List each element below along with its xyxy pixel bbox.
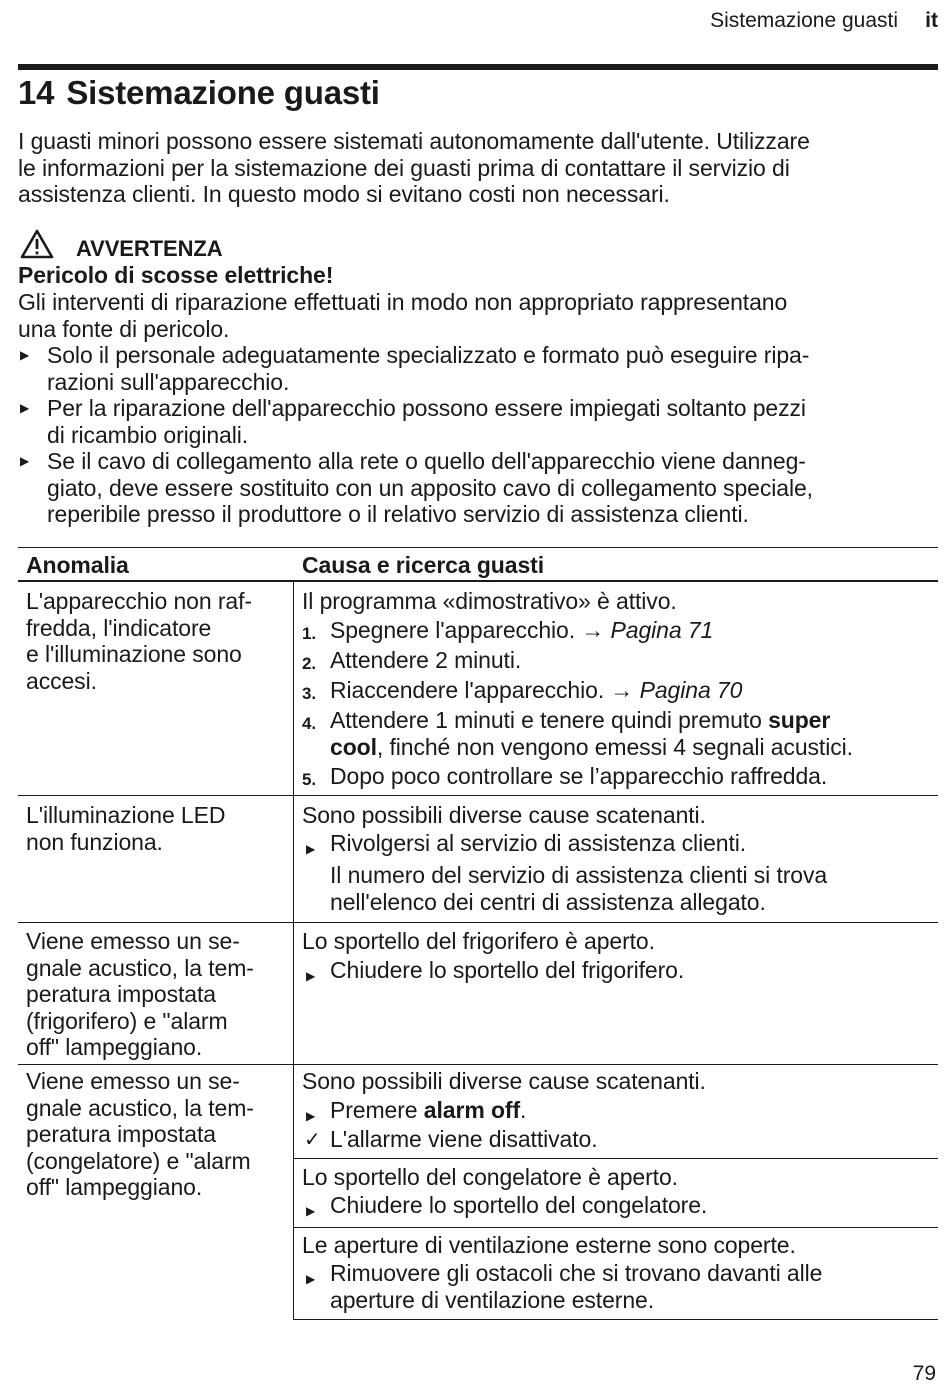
row-divider — [18, 1064, 938, 1065]
note — [302, 862, 827, 915]
bullet-line: giato, deve essere sostituito con un apposito cavo di collegamento speciale, — [47, 474, 813, 501]
anomaly-line: Viene emesso un se- — [26, 928, 240, 954]
action-text: Chiudere lo sportello del frigorifero. — [330, 957, 685, 983]
step-item — [302, 707, 853, 760]
anomaly-cell — [26, 928, 254, 1061]
page-link[interactable]: Pagina 70 — [639, 677, 743, 703]
anomaly-line: gnale acustico, la tem- — [26, 954, 254, 981]
action-text: Chiudere lo sportello del congelatore. — [330, 1192, 708, 1218]
note-line: Il numero del servizio di assistenza clienti si trova — [330, 862, 828, 888]
action-text: Premere — [330, 1097, 424, 1123]
cause-cell — [302, 928, 938, 983]
bullet-arrow-icon: ▶ — [306, 969, 316, 983]
step-number: 1. — [302, 624, 316, 643]
bullet-line: reperibile presso il produttore o il relativo servizio di assistenza clienti. — [47, 501, 749, 527]
row-divider — [18, 795, 938, 796]
bullet-line: di ricambio originali. — [47, 421, 249, 448]
cause-cell — [302, 1068, 938, 1152]
link-arrow-icon: → — [581, 617, 605, 643]
cause-text: Sono possibili diverse cause scatenanti. — [302, 1068, 706, 1094]
step-number: 3. — [302, 684, 316, 703]
cause-cell — [302, 1232, 938, 1313]
bullet-line: Se il cavo di collegamento alla rete o quello dell'apparecchio viene danneg- — [47, 448, 806, 474]
action-text: Rivolgersi al servizio di assistenza clienti. — [330, 830, 747, 856]
note-line: nell'elenco dei centri di assistenza allegato. — [330, 888, 766, 915]
warning-body-line: Gli interventi di riparazione effettuati in modo non appropriato rappresentano — [18, 289, 788, 315]
cause-text: Lo sportello del frigorifero è aperto. — [302, 928, 655, 954]
bullet-arrow-icon: ▶ — [306, 1109, 316, 1123]
anomaly-line: Viene emesso un se- — [26, 1068, 240, 1094]
anomaly-line: gnale acustico, la tem- — [26, 1094, 254, 1121]
table-header-rule — [18, 580, 938, 582]
section-number: 14 — [18, 74, 55, 111]
section-title: Sistemazione guasti — [66, 74, 380, 111]
row-divider — [18, 922, 938, 923]
result-text: L'allarme viene disattivato. — [330, 1126, 598, 1152]
anomaly-cell — [26, 588, 252, 694]
bullet-line: Solo il personale adeguatamente specializzato e formato può eseguire ripa- — [47, 342, 810, 368]
action-item — [302, 1192, 707, 1219]
anomaly-cell — [26, 1068, 254, 1201]
warning-bullet — [18, 448, 938, 528]
step-number: 4. — [302, 714, 316, 733]
anomaly-line: peratura impostata — [26, 1121, 216, 1147]
intro-line: assistenza clienti. In questo modo si evitano costi non necessari. — [18, 181, 670, 207]
step-text: Attendere 1 minuti e tenere quindi premuto — [330, 707, 769, 733]
warning-body-line: una fonte di pericolo. — [18, 315, 230, 342]
warning-bullet — [18, 342, 938, 395]
header-rule — [18, 64, 938, 70]
cause-text: Il programma «dimostrativo» è attivo. — [302, 588, 677, 614]
anomaly-line: L'apparecchio non raf- — [26, 588, 252, 614]
anomaly-line: non funziona. — [26, 828, 163, 855]
running-header-language: it — [925, 9, 938, 32]
step-text: Attendere 2 minuti. — [330, 647, 522, 673]
anomaly-line: L'illuminazione LED — [26, 802, 226, 828]
anomaly-line: accesi. — [26, 667, 97, 694]
action-text: . — [520, 1097, 527, 1123]
cause-text: Le aperture di ventilazione esterne sono coperte. — [302, 1232, 796, 1258]
checkmark-icon: ✓ — [304, 1129, 321, 1151]
sub-row-divider — [294, 1227, 938, 1228]
action-item — [302, 957, 684, 984]
section-heading — [18, 74, 380, 112]
cause-cell — [302, 588, 938, 789]
table-top-rule — [18, 547, 938, 548]
button-name: alarm off — [423, 1097, 521, 1123]
bullet-arrow-icon: ▶ — [20, 348, 30, 362]
page-link[interactable]: Pagina 71 — [610, 617, 714, 643]
bullet-arrow-icon: ▶ — [306, 1272, 316, 1286]
step-number: 5. — [302, 770, 316, 789]
page-number: 79 — [912, 1362, 936, 1385]
action-line: Rimuovere gli ostacoli che si trovano davanti alle — [330, 1260, 823, 1286]
cause-text: Lo sportello del congelatore è aperto. — [302, 1164, 678, 1190]
step-text: Spegnere l'apparecchio. — [330, 617, 576, 643]
button-name: super — [768, 707, 831, 733]
anomaly-line: (congelatore) e "alarm — [26, 1147, 251, 1174]
link-arrow-icon: → — [610, 677, 634, 703]
step-text: Dopo poco controllare se l’apparecchio raffredda. — [330, 763, 828, 789]
warning-bullet — [18, 395, 938, 448]
table-bottom-rule — [294, 1319, 938, 1320]
sub-row-divider — [294, 1158, 938, 1159]
anomaly-line: (frigorifero) e "alarm — [26, 1007, 228, 1034]
column-header-cause: Causa e ricerca guasti — [302, 552, 544, 578]
bullet-arrow-icon: ▶ — [306, 842, 316, 856]
anomaly-cell — [26, 802, 225, 855]
bullet-arrow-icon: ▶ — [20, 454, 30, 468]
button-name: cool — [330, 733, 377, 760]
anomaly-line: off" lampeggiano. — [26, 1174, 203, 1200]
step-item — [302, 647, 521, 674]
step-number: 2. — [302, 654, 316, 673]
warning-label: AVVERTENZA — [76, 236, 223, 261]
step-item — [302, 617, 713, 644]
action-line: aperture di ventilazione esterne. — [330, 1286, 655, 1313]
cause-cell — [302, 802, 938, 915]
step-item — [302, 677, 742, 704]
step-item — [302, 763, 827, 790]
anomaly-line: peratura impostata — [26, 981, 216, 1007]
bullet-line: Per la riparazione dell'apparecchio possono essere impiegati soltanto pezzi — [47, 395, 806, 421]
anomaly-line: off" lampeggiano. — [26, 1034, 203, 1060]
cause-text: Sono possibili diverse cause scatenanti. — [302, 802, 706, 828]
warning-subtitle: Pericolo di scosse elettriche! — [18, 262, 334, 288]
action-item — [302, 1260, 822, 1313]
action-item — [302, 1097, 526, 1124]
intro-paragraph — [18, 128, 938, 208]
step-text: Riaccendere l'apparecchio. — [330, 677, 605, 703]
bullet-arrow-icon: ▶ — [20, 401, 30, 415]
column-divider — [293, 582, 294, 1320]
running-header-title: Sistemazione guasti — [710, 9, 898, 32]
result-item — [302, 1126, 598, 1153]
action-item — [302, 830, 746, 857]
cause-cell — [302, 1164, 938, 1218]
intro-line: le informazioni per la sistemazione dei guasti prima di contattare il servizio di — [18, 154, 790, 181]
anomaly-line: e l'illuminazione sono — [26, 641, 242, 667]
anomaly-line: fredda, l'indicatore — [26, 614, 212, 641]
column-header-anomaly: Anomalia — [26, 552, 129, 578]
bullet-arrow-icon: ▶ — [306, 1204, 316, 1218]
step-text: , finché non vengono emessi 4 segnali acustici. — [376, 733, 853, 760]
bullet-line: razioni sull'apparecchio. — [47, 368, 290, 395]
warning-body — [18, 289, 938, 342]
intro-line: I guasti minori possono essere sistemati autonomamente dall'utente. Utilizzare — [18, 128, 810, 154]
warning-triangle-icon — [20, 229, 54, 259]
